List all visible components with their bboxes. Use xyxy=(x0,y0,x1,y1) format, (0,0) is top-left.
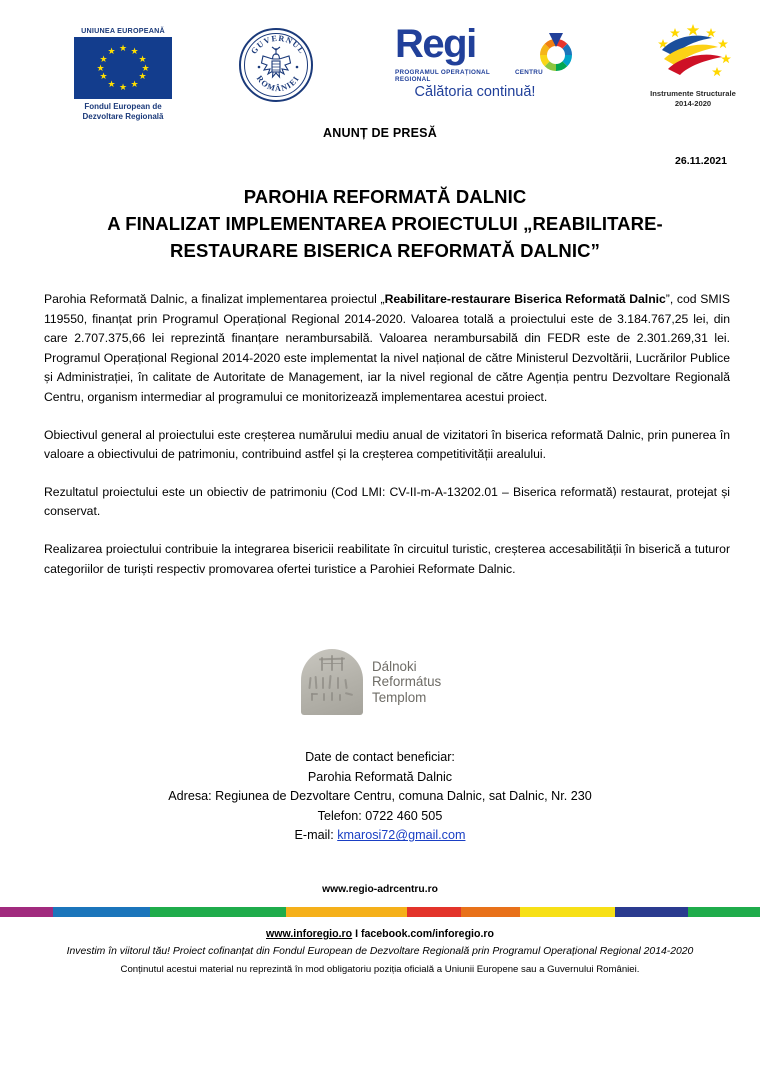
eu-logo-caption-top: UNIUNEA EUROPEANĂ xyxy=(81,26,165,35)
church-stone-icon xyxy=(301,649,363,715)
header-logo-strip xyxy=(0,18,760,121)
government-seal-icon xyxy=(239,28,313,102)
regio-tagline: Călătoria continuă! xyxy=(414,84,536,100)
church-logo-line3: Templom xyxy=(372,689,427,705)
color-band-segment xyxy=(461,907,520,917)
svg-text:GUVERNUL: GUVERNUL xyxy=(249,33,307,56)
instrumente-line1: Instrumente Structurale xyxy=(650,89,736,98)
contact-email-row xyxy=(0,826,760,846)
document-date: 26.11.2021 xyxy=(675,155,727,167)
regio-website-link[interactable]: www.regio-adrcentru.ro xyxy=(322,884,438,895)
contact-phone: Telefon: 0722 460 505 xyxy=(317,808,443,823)
footer-link-separator: I xyxy=(352,928,361,940)
document-body xyxy=(44,290,730,597)
svg-text:ROMÂNIEI: ROMÂNIEI xyxy=(254,73,302,94)
instrumente-caption xyxy=(630,89,756,109)
regio-sub-left: PROGRAMUL OPERAȚIONAL REGIONAL xyxy=(395,69,490,83)
regio-subtitle xyxy=(395,69,543,83)
regio-sub-right: CENTRU xyxy=(514,69,543,76)
color-band-segment xyxy=(0,907,53,917)
eu-caption-line1: Fondul European de xyxy=(84,102,162,111)
inforegio-link[interactable]: www.inforegio.ro xyxy=(266,928,353,940)
regio-wordmark: Regi xyxy=(395,22,476,66)
paragraph-4: Realizarea proiectului contribuie la integrarea bisericii reabilitate în circuitul turistic, creșterea accesabilității în biserică a tuturor categoriilor de turiști respectiv promovarea ofertei turistice a Parohiei Reformate Dalnic. xyxy=(44,541,730,576)
instrumente-line2: 2014-2020 xyxy=(674,98,712,108)
title-line-2: A FINALIZAT IMPLEMENTAREA PROIECTULUI „REABILITARE- xyxy=(107,213,663,234)
title-line-3: RESTAURARE BISERICA REFORMATĂ DALNIC” xyxy=(170,240,600,261)
contact-email-link[interactable]: kmarosi72@gmail.com xyxy=(337,828,466,843)
footer-disclaimer: Conținutul acestui material nu reprezintă în mod obligatoriu poziția oficială a Uniunii Europene sau a Guvernului României. xyxy=(120,964,640,975)
contact-organization: Parohia Reformată Dalnic xyxy=(307,769,453,784)
facebook-inforegio-link[interactable]: facebook.com/inforegio.ro xyxy=(360,928,494,940)
paragraph-1-part-a: Parohia Reformată Dalnic, a finalizat implementarea proiectul „ xyxy=(44,292,385,306)
eu-caption-line2: Dezvoltare Regională xyxy=(82,112,164,121)
structural-instruments-icon xyxy=(638,22,748,82)
church-logo-line2: Református xyxy=(372,674,442,690)
color-band-segment xyxy=(615,907,688,917)
footer-slogan: Investim în viitorul tău! Proiect cofinanțat din Fondul European de Dezvoltare Regională prin Programul Operațional Regional 2014-2020 xyxy=(66,946,694,957)
press-release-kicker: ANUNȚ DE PRESĂ xyxy=(323,126,437,140)
paragraph-1 xyxy=(44,290,730,408)
contact-email-label: E-mail: xyxy=(294,828,338,843)
regio-color-wheel-icon xyxy=(533,30,579,76)
eu-logo xyxy=(53,26,193,122)
color-band-segment xyxy=(286,907,408,917)
eagle-icon xyxy=(254,43,298,87)
color-band-segment xyxy=(407,907,460,917)
contact-heading: Date de contact beneficiar: xyxy=(305,750,455,764)
church-logo-text xyxy=(372,659,441,706)
title-line-1: PAROHIA REFORMATĂ DALNIC xyxy=(243,186,527,207)
guvernul-romaniei-logo xyxy=(228,28,324,102)
page-title xyxy=(40,183,730,264)
paragraph-3: Rezultatul proiectului este un obiectiv de patrimoniu (Cod LMI: CV-II-m-A-13202.01 – Biserica reformată) restaurat, protejat și conservat. xyxy=(44,484,730,519)
footer-color-band xyxy=(0,907,760,917)
contact-block xyxy=(0,748,760,846)
church-logo-line1: Dálnoki xyxy=(372,658,417,674)
paragraph-2: Obiectivul general al proiectului este creșterea numărului mediu anual de vizitatori în biserica reformată Dalnic, prin punerea în valoare a obiectivului de patrimoniu, contribuind astfel și la creșterea competitivității arealului. xyxy=(44,427,730,462)
color-band-segment xyxy=(150,907,285,917)
contact-address: Adresa: Regiunea de Dezvoltare Centru, comuna Dalnic, sat Dalnic, Nr. 230 xyxy=(168,789,592,804)
paragraph-1-part-b: ”, cod SMIS 119550, finanțat prin Programul Operațional Regional 2014-2020. Valoarea totală a proiectului este de 3.184.767,25 lei, din care 2.707.375,66 lei reprezintă finanțare nerambursabilă. Valoarea nerambursabilă din FEDR este de 2.301.269,31 lei. Programul Operațional Regional 2014-2020 este implementat la nivel național de către Ministerul Dezvoltării, Lucrărilor Publice și Administrației, în calitate de Autoritate de Management, iar la nivel regional de către Agenția pentru Dezvoltare Regională Centru, organism intermediar al programului ce monitorizează implementarea acestui proiect. xyxy=(44,292,730,404)
instrumente-structurale-logo xyxy=(630,22,756,109)
project-name-bold: Reabilitare-restaurare Biserica Reformată Dalnic xyxy=(384,292,666,306)
regio-logo xyxy=(395,24,585,100)
eu-flag-icon: ★ ★ ★ ★ ★ ★ ★ ★ ★ ★ ★ ★ xyxy=(74,37,172,99)
dalnoki-reformatus-templom-logo xyxy=(301,646,481,718)
color-band-segment xyxy=(688,907,760,917)
footer-links xyxy=(0,928,760,940)
color-band-segment xyxy=(53,907,150,917)
eu-logo-caption-bottom xyxy=(53,102,193,122)
color-band-segment xyxy=(520,907,615,917)
